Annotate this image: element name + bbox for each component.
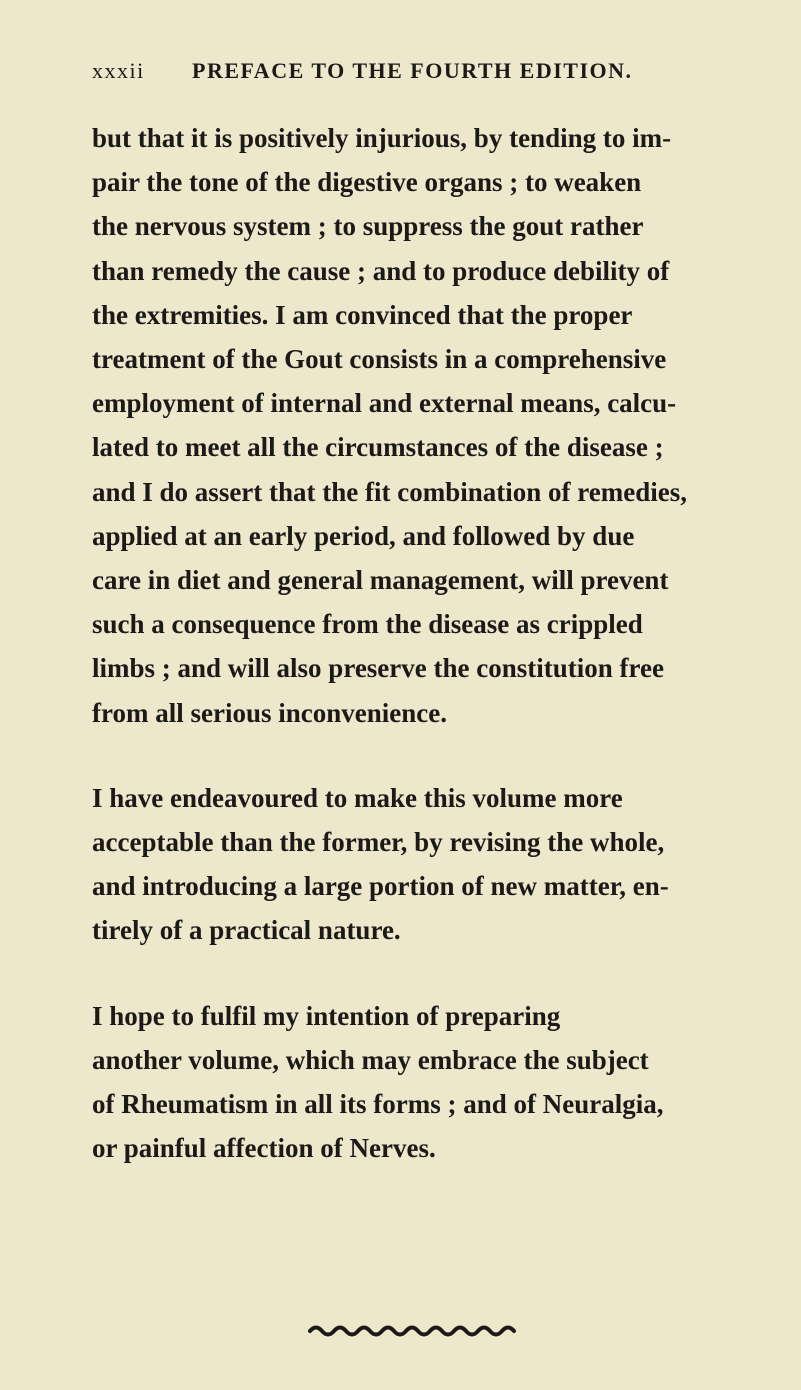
text-line: lated to meet all the circumstances of the disease ; <box>92 432 664 463</box>
running-head <box>92 58 732 92</box>
text-line: limbs ; and will also preserve the constitution free <box>92 653 664 684</box>
text-line: the extremities. I am convinced that the proper <box>92 299 633 330</box>
text-line: from all serious inconvenience. <box>92 697 447 728</box>
wavy-rule-ornament-icon <box>308 1323 520 1339</box>
text-line: of Rheumatism in all its forms ; and of Neuralgia, <box>92 1089 664 1120</box>
text-line: applied at an early period, and followed by due <box>92 520 635 551</box>
text-line: employment of internal and external means, calcu- <box>92 388 677 419</box>
text-line: tirely of a practical nature. <box>92 915 401 946</box>
text-line: care in diet and general management, will prevent <box>92 565 669 596</box>
text-line: the nervous system ; to suppress the gout rather <box>92 211 644 242</box>
text-line: I hope to fulfil my intention of preparing <box>92 1000 561 1031</box>
text-line: I have endeavoured to make this volume more <box>92 782 623 813</box>
text-line: acceptable than the former, by revising the whole, <box>92 827 665 858</box>
text-line: another volume, which may embrace the subject <box>92 1044 649 1075</box>
body-text <box>92 116 772 1170</box>
page-number: xxxii <box>92 58 145 83</box>
text-line: treatment of the Gout consists in a comprehensive <box>92 344 667 375</box>
paragraph-2 <box>92 776 772 953</box>
paragraph-1 <box>92 116 772 735</box>
text-line: and I do assert that the fit combination of remedies, <box>92 476 687 507</box>
text-line: than remedy the cause ; and to produce debility of <box>92 255 670 286</box>
chapter-title: PREFACE TO THE FOURTH EDITION. <box>192 58 633 83</box>
paragraph-3 <box>92 994 772 1171</box>
text-line: but that it is positively injurious, by tending to im- <box>92 123 672 153</box>
text-line: or painful affection of Nerves. <box>92 1133 436 1164</box>
text-line: such a consequence from the disease as crippled <box>92 609 643 640</box>
text-line: and introducing a large portion of new matter, en- <box>92 871 669 902</box>
text-line: pair the tone of the digestive organs ; to weaken <box>92 167 642 198</box>
